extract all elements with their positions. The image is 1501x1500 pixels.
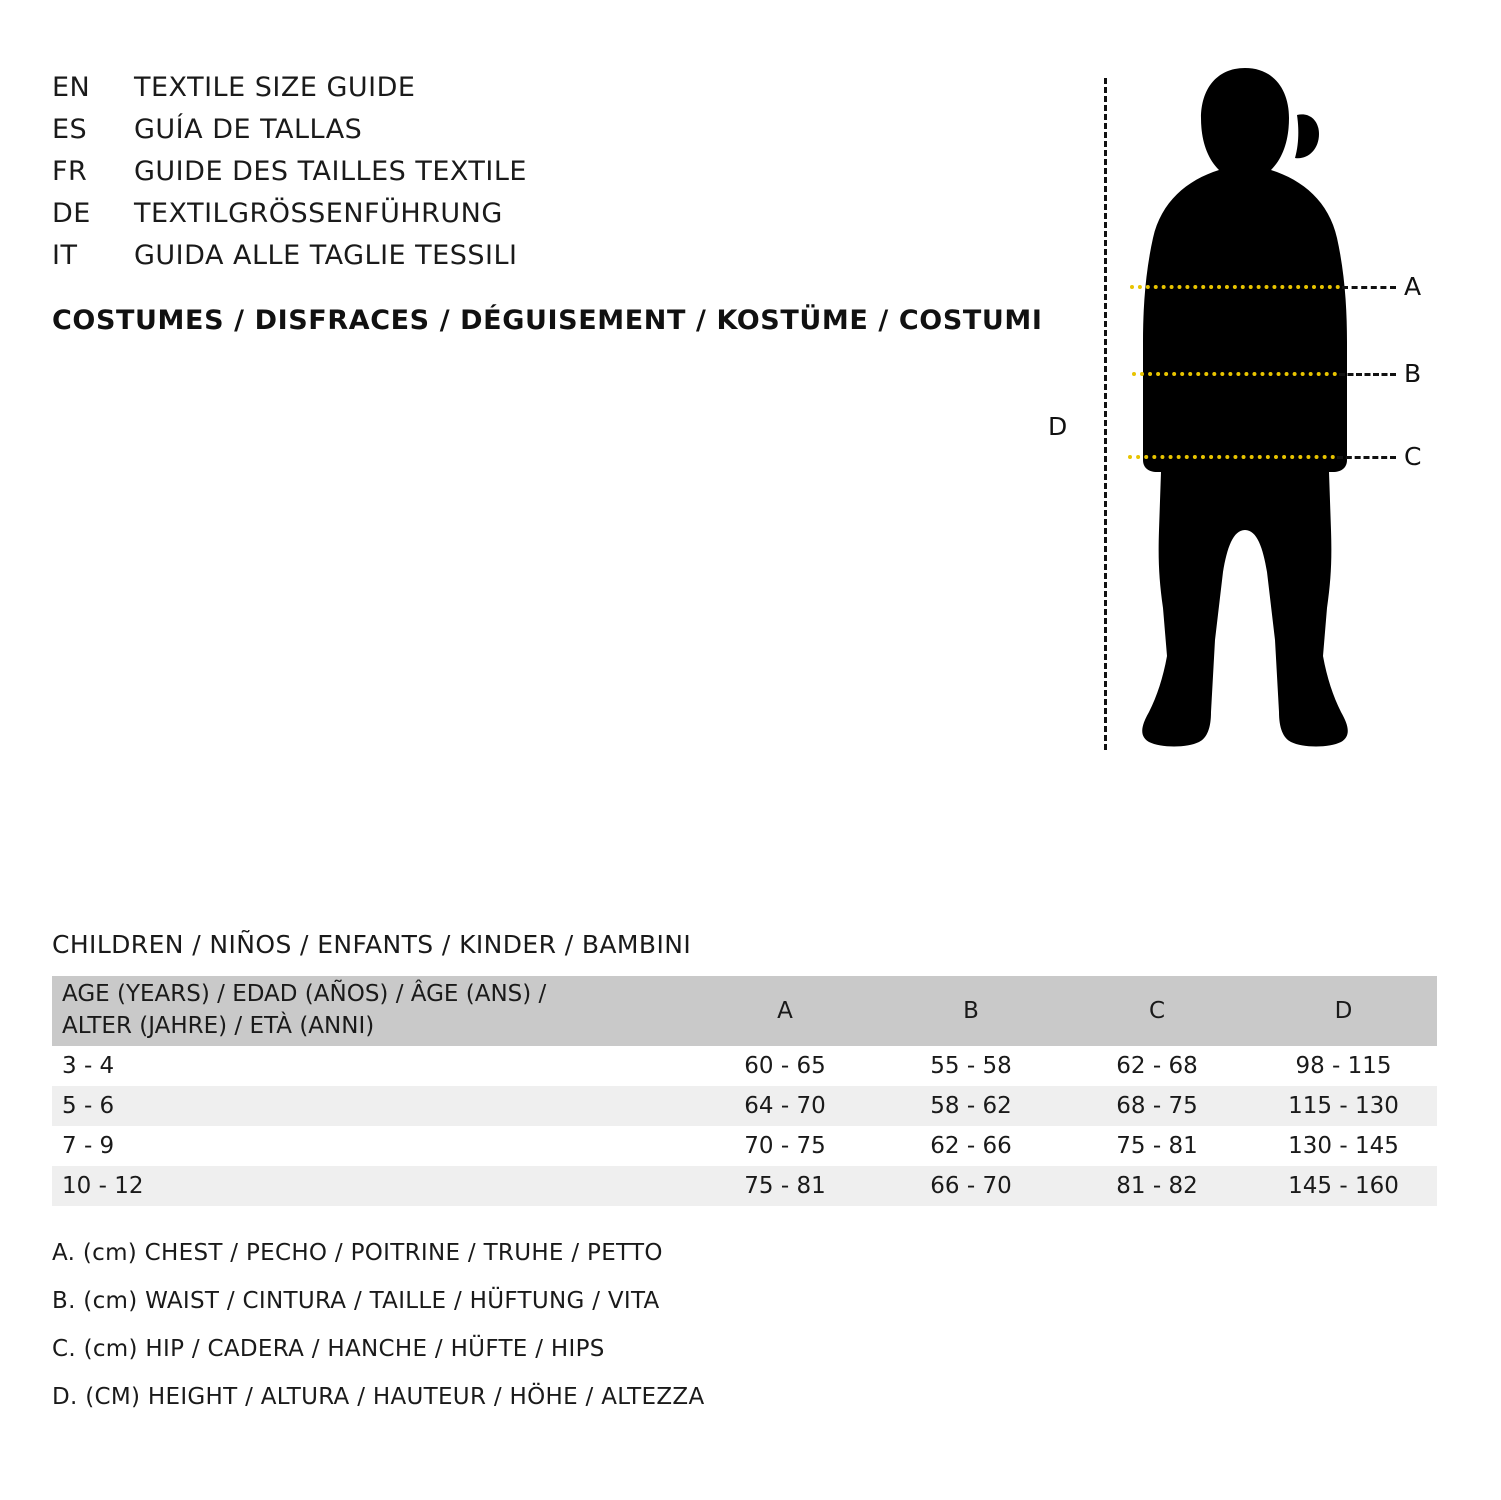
- figure-label-a: A: [1404, 272, 1422, 301]
- cell-hip: 75 - 81: [1116, 1133, 1198, 1159]
- cell-waist: 58 - 62: [930, 1093, 1012, 1119]
- table-header-b: B: [963, 998, 979, 1024]
- cell-age: 7 - 9: [62, 1133, 115, 1159]
- table-header-c: C: [1148, 998, 1166, 1024]
- language-row-es: [52, 114, 1052, 145]
- language-text-de: TEXTILGRÖSSENFÜHRUNG: [134, 198, 503, 229]
- legend-waist: B. (cm) WAIST / CINTURA / TAILLE / HÜFTUNG / VITA: [52, 1288, 660, 1314]
- language-text-en: TEXTILE SIZE GUIDE: [134, 72, 416, 103]
- figure-label-b: B: [1404, 359, 1422, 388]
- table-row: [52, 1126, 1437, 1166]
- cell-chest: 70 - 75: [744, 1133, 826, 1159]
- cell-waist: 62 - 66: [930, 1133, 1012, 1159]
- cell-chest: 75 - 81: [744, 1173, 826, 1199]
- language-text-es: GUÍA DE TALLAS: [134, 114, 363, 145]
- language-code-es: ES: [52, 114, 88, 145]
- table-header-a: A: [777, 998, 793, 1024]
- language-text-fr: GUIDE DES TAILLES TEXTILE: [134, 156, 527, 187]
- size-table-section: [52, 930, 1437, 1206]
- cell-age: 10 - 12: [62, 1173, 144, 1199]
- waist-leader-line: [1339, 373, 1396, 376]
- table-row: [52, 1046, 1437, 1086]
- language-code-it: IT: [52, 240, 78, 271]
- table-header-age-line1: AGE (YEARS) / EDAD (AÑOS) / ÂGE (ANS) /: [62, 981, 547, 1008]
- size-figure: [1020, 60, 1460, 760]
- height-dashed-line: [1104, 78, 1107, 750]
- cell-hip: 62 - 68: [1116, 1053, 1198, 1079]
- table-header-age-line2: ALTER (JAHRE) / ETÀ (ANNI): [62, 1013, 375, 1039]
- language-code-de: DE: [52, 198, 91, 229]
- cell-chest: 64 - 70: [744, 1093, 826, 1119]
- language-code-en: EN: [52, 72, 91, 103]
- chest-leader-line: [1342, 286, 1396, 289]
- costumes-heading: COSTUMES / DISFRACES / DÉGUISEMENT / KOSTÜME / COSTUMI: [52, 305, 1043, 336]
- language-row-de: [52, 198, 1052, 229]
- table-header-age: [52, 976, 692, 1046]
- measurement-legend: [52, 1240, 1052, 1432]
- cell-age: 3 - 4: [62, 1053, 115, 1079]
- cell-chest: 60 - 65: [744, 1053, 826, 1079]
- language-row-fr: [52, 156, 1052, 187]
- hip-leader-line: [1337, 456, 1396, 459]
- language-code-fr: FR: [52, 156, 88, 187]
- cell-waist: 55 - 58: [930, 1053, 1012, 1079]
- legend-hip: C. (cm) HIP / CADERA / HANCHE / HÜFTE / HIPS: [52, 1336, 605, 1362]
- cell-height: 145 - 160: [1288, 1173, 1399, 1199]
- figure-label-d: D: [1048, 412, 1068, 441]
- figure-label-c: C: [1404, 442, 1422, 471]
- language-row-it: [52, 240, 1052, 271]
- language-header: [52, 72, 1052, 336]
- table-header-row: [52, 976, 1437, 1046]
- table-header-d: D: [1334, 998, 1353, 1024]
- cell-waist: 66 - 70: [930, 1173, 1012, 1199]
- cell-hip: 68 - 75: [1116, 1093, 1198, 1119]
- size-table: [52, 976, 1437, 1206]
- legend-height: D. (CM) HEIGHT / ALTURA / HAUTEUR / HÖHE / ALTEZZA: [52, 1384, 705, 1410]
- cell-age: 5 - 6: [62, 1093, 115, 1119]
- cell-hip: 81 - 82: [1116, 1173, 1198, 1199]
- table-row: [52, 1166, 1437, 1206]
- language-row-en: [52, 72, 1052, 103]
- language-text-it: GUIDA ALLE TAGLIE TESSILI: [134, 240, 518, 271]
- hip-measure-line: [1128, 455, 1335, 459]
- child-silhouette-icon: [1115, 60, 1375, 760]
- table-row: [52, 1086, 1437, 1126]
- cell-height: 98 - 115: [1295, 1053, 1392, 1079]
- cell-height: 115 - 130: [1288, 1093, 1399, 1119]
- chest-measure-line: [1130, 285, 1340, 289]
- table-title: CHILDREN / NIÑOS / ENFANTS / KINDER / BAMBINI: [52, 930, 692, 959]
- waist-measure-line: [1132, 372, 1337, 376]
- legend-chest: A. (cm) CHEST / PECHO / POITRINE / TRUHE / PETTO: [52, 1240, 663, 1266]
- cell-height: 130 - 145: [1288, 1133, 1399, 1159]
